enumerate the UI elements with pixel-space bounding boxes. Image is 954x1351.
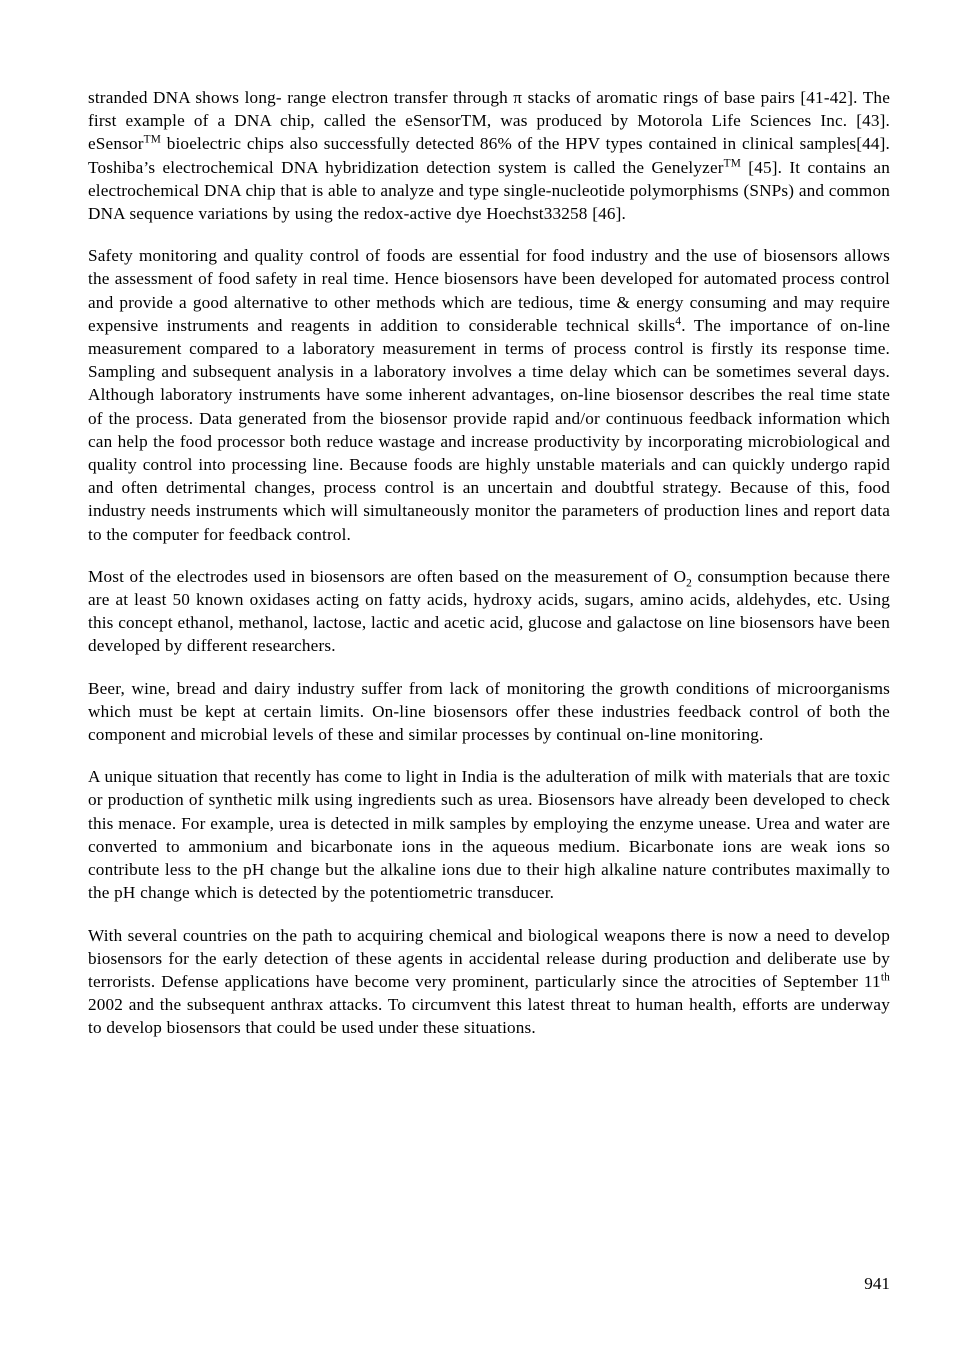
- body-text-column: [88, 86, 890, 1040]
- paragraph-defense-applications: With several countries on the path to acquiring chemical and biological weapons there is now a need to develop biosensors for the early detection of these agents in accidental release during production and deliberate use by terrorists. Defense applications have become very prominent, particularly since the atrocities of September 11th 2002 and the subsequent anthrax attacks. To circumvent this latest threat to human health, efforts are underway to develop biosensors that could be used under these situations.: [88, 925, 890, 1038]
- paragraph-milk-adulteration: A unique situation that recently has come to light in India is the adulteration of milk with materials that are toxic or production of synthetic milk using ingredients such as urea. Biosensors have already been developed to check this menace. For example, urea is detected in milk samples by employing the enzyme unease. Urea and water are converted to ammonium and bicarbonate ions in the aqueous medium. Bicarbonate ions are weak ions so contribute less to the pH change but the alkaline ions due to their high alkaline nature contributes maximally to the pH change which is detected by the potentiometric transducer.: [88, 767, 890, 903]
- subscript: 2: [686, 577, 693, 590]
- paragraph-dna-chip: stranded DNA shows long- range electron transfer through π stacks of aromatic rings of base pairs [41-42]. The first example of a DNA chip, called the eSensorTM, was produced by Motorola Life Sciences Inc. [43]. eSensor™ bioelectric chips also successfully detected 86% of the HPV types contained in clinical samples[44]. Toshiba’s electrochemical DNA hybridization detection system is called the Genelyzer™ [45]. It contains an electrochemical DNA chip that is able to analyze and type single-nucleotide polymorphisms (SNPs) and common DNA sequence variations by using the redox-active dye Hoechst33258 [46].: [88, 88, 891, 224]
- superscript: th: [880, 971, 890, 984]
- page-number: 941: [864, 1274, 890, 1293]
- paragraph-food-safety: Safety monitoring and quality control of foods are essential for food industry and the use of biosensors allows the assessment of food safety in real time. Hence biosensors have been developed for automated process control and provide a good alternative to other methods which are tedious, time & energy consuming and may require expensive instruments and reagents in addition to considerable technical skills$^4$. The importance of on-line measurement compared to a laboratory measurement in terms of process control is firstly its response time. Sampling and subsequent analysis in a laboratory involves a time delay which can be sometimes several days. Although laboratory instruments have some inherent advantages, on-line biosensor describes the real time state of the process. Data generated from the biosensor provide rapid and/or continuous feedback information which can help the food processor both reduce wastage and increase productivity by incorporating microbiological and quality control into processing line. Because foods are highly unstable materials and can quickly undergo rapid and often detrimental changes, process control is an uncertain and doubtful strategy. Because of this, food industry needs instruments which will simultaneously monitor the parameters of production lines and report data to the computer for feedback control.: [88, 246, 890, 544]
- paragraph-electrodes-oxygen: Most of the electrodes used in biosensors are often based on the measurement of $O_2$ consumption because there are at least 50 known oxidases acting on fatty acids, hydroxy acids, sugars, amino acids, aldehydes, etc. Using this concept ethanol, methanol, lactose, lactic and acetic acid, glucose and galactose on line biosensors have been developed by different researchers.: [88, 566, 891, 656]
- superscript: TM: [143, 133, 161, 146]
- superscript: 4: [675, 315, 682, 328]
- superscript: TM: [723, 156, 742, 169]
- paragraph-beverage-industry: Beer, wine, bread and dairy industry suffer from lack of monitoring the growth conditions of microorganisms which must be kept at certain limits. On-line biosensors offer these industries feedback control of both the component and microbial levels of these and similar processes by continual on-line monitoring.: [88, 678, 890, 745]
